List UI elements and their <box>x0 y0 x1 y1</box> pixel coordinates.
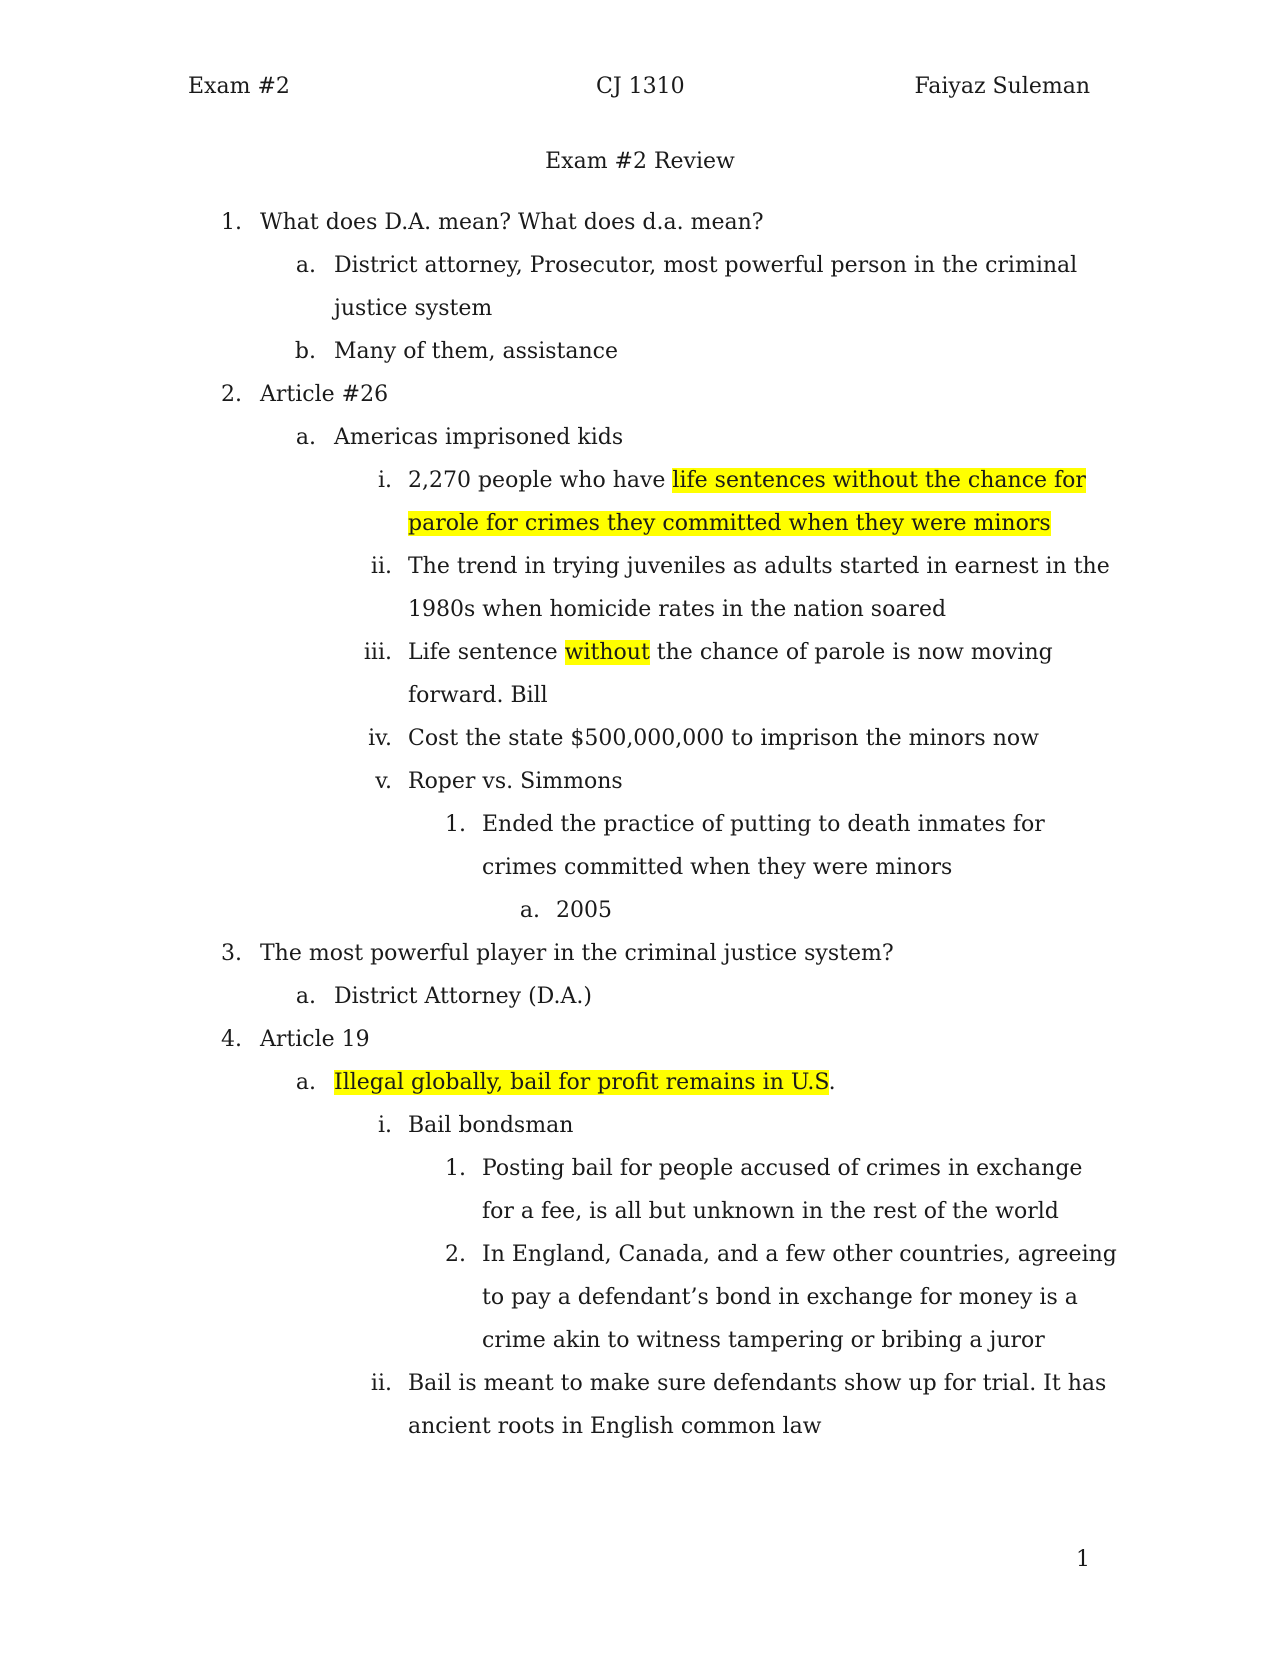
list-item-4a-i-2-continued <box>0 1285 1280 1319</box>
list-item-text: Americas imprisoned kids <box>334 425 624 450</box>
plain-text: 2,270 people who have <box>408 468 673 493</box>
list-item-2a-i <box>0 468 1280 502</box>
list-item-4a-i <box>0 1113 1280 1147</box>
highlighted-text: without <box>564 640 650 665</box>
list-item-2 <box>0 382 1280 416</box>
list-item-text: District attorney, Prosecutor, most powerful person in the criminal <box>334 253 1078 278</box>
list-item-4a-i-2 <box>0 1242 1280 1276</box>
list-item-text: crimes committed when they were minors <box>482 855 953 880</box>
list-item-2a-v-1-a <box>0 898 1280 932</box>
list-item-text: 2005 <box>556 898 612 923</box>
list-marker: 1. <box>221 210 242 235</box>
list-item-4a-i-1 <box>0 1156 1280 1190</box>
list-item-text: crime akin to witness tampering or bribing a juror <box>482 1328 1045 1353</box>
list-item-2a-ii-continued <box>0 597 1280 631</box>
list-marker: a. <box>295 253 316 278</box>
list-marker: 2. <box>221 382 242 407</box>
highlighted-text: life sentences without the chance for <box>672 468 1086 493</box>
list-item-2a-v-1 <box>0 812 1280 846</box>
list-item-2a-ii <box>0 554 1280 588</box>
list-item-1a-continued <box>0 296 1280 330</box>
list-marker: a. <box>519 898 540 923</box>
list-item-text: forward. Bill <box>408 683 548 708</box>
list-marker: v. <box>375 769 392 794</box>
list-marker: iv. <box>368 726 392 751</box>
list-marker: ii. <box>370 1371 392 1396</box>
list-item-4a <box>0 1070 1280 1104</box>
list-item-text: ancient roots in English common law <box>408 1414 822 1439</box>
list-item-text: Roper vs. Simmons <box>408 769 623 794</box>
list-item-text: Bail bondsman <box>408 1113 574 1138</box>
list-item-text: justice system <box>334 296 493 321</box>
list-marker: iii. <box>363 640 392 665</box>
list-item-text: Cost the state $500,000,000 to imprison the minors now <box>408 726 1039 751</box>
list-item-text: 1980s when homicide rates in the nation soared <box>408 597 947 622</box>
list-item-2a-iv <box>0 726 1280 760</box>
list-item-2a <box>0 425 1280 459</box>
list-item-text: to pay a defendant’s bond in exchange for money is a <box>482 1285 1078 1310</box>
list-marker: 1. <box>445 1156 466 1181</box>
list-item-2a-iii-continued <box>0 683 1280 717</box>
list-item-text: Bail is meant to make sure defendants show up for trial. It has <box>408 1371 1107 1396</box>
plain-text: . <box>828 1070 836 1095</box>
list-item-4a-ii-continued <box>0 1414 1280 1448</box>
list-item-text: Posting bail for people accused of crimes in exchange <box>482 1156 1083 1181</box>
highlighted-text: Illegal globally, bail for profit remains in U.S <box>334 1070 829 1095</box>
list-item-text <box>408 468 1086 493</box>
list-item-1b <box>0 339 1280 373</box>
list-item-text: Article 19 <box>260 1027 370 1052</box>
list-item-1 <box>0 210 1280 244</box>
list-item-text <box>408 511 1051 536</box>
list-item-text: Many of them, assistance <box>334 339 618 364</box>
list-item-4a-i-1-continued <box>0 1199 1280 1233</box>
list-item-2a-i-continued <box>0 511 1280 545</box>
list-marker: 2. <box>445 1242 466 1267</box>
list-item-text: What does D.A. mean? What does d.a. mean? <box>260 210 764 235</box>
list-item-4a-ii <box>0 1371 1280 1405</box>
page-header <box>0 74 1280 106</box>
list-item-text <box>408 640 1053 665</box>
list-marker: b. <box>294 339 316 364</box>
list-item-text: The trend in trying juveniles as adults started in earnest in the <box>408 554 1110 579</box>
list-item-text: The most powerful player in the criminal justice system? <box>260 941 894 966</box>
list-marker: i. <box>377 468 392 493</box>
list-marker: a. <box>295 984 316 1009</box>
list-item-2a-v <box>0 769 1280 803</box>
list-item-text <box>334 1070 836 1095</box>
header-exam: Exam #2 <box>188 74 290 99</box>
header-author: Faiyaz Suleman <box>914 74 1090 99</box>
list-item-text: Ended the practice of putting to death inmates for <box>482 812 1045 837</box>
list-marker: a. <box>295 425 316 450</box>
list-marker: i. <box>377 1113 392 1138</box>
list-item-text: Article #26 <box>260 382 389 407</box>
list-item-3 <box>0 941 1280 975</box>
page-number: 1 <box>1076 1547 1090 1572</box>
list-marker: ii. <box>370 554 392 579</box>
list-marker: 1. <box>445 812 466 837</box>
document-title: Exam #2 Review <box>545 149 735 174</box>
list-marker: 4. <box>221 1027 242 1052</box>
list-marker: a. <box>295 1070 316 1095</box>
list-item-2a-v-1-continued <box>0 855 1280 889</box>
list-item-4a-i-2-continued-2 <box>0 1328 1280 1362</box>
list-item-3a <box>0 984 1280 1018</box>
header-course: CJ 1310 <box>596 74 685 99</box>
list-item-text: In England, Canada, and a few other countries, agreeing <box>482 1242 1117 1267</box>
list-marker: 3. <box>221 941 242 966</box>
list-item-4 <box>0 1027 1280 1061</box>
plain-text: Life sentence <box>408 640 565 665</box>
plain-text: the chance of parole is now moving <box>649 640 1053 665</box>
list-item-text: District Attorney (D.A.) <box>334 984 592 1009</box>
list-item-2a-iii <box>0 640 1280 674</box>
list-item-1a <box>0 253 1280 287</box>
list-item-text: for a fee, is all but unknown in the rest of the world <box>482 1199 1059 1224</box>
highlighted-text: parole for crimes they committed when they were minors <box>408 511 1051 536</box>
